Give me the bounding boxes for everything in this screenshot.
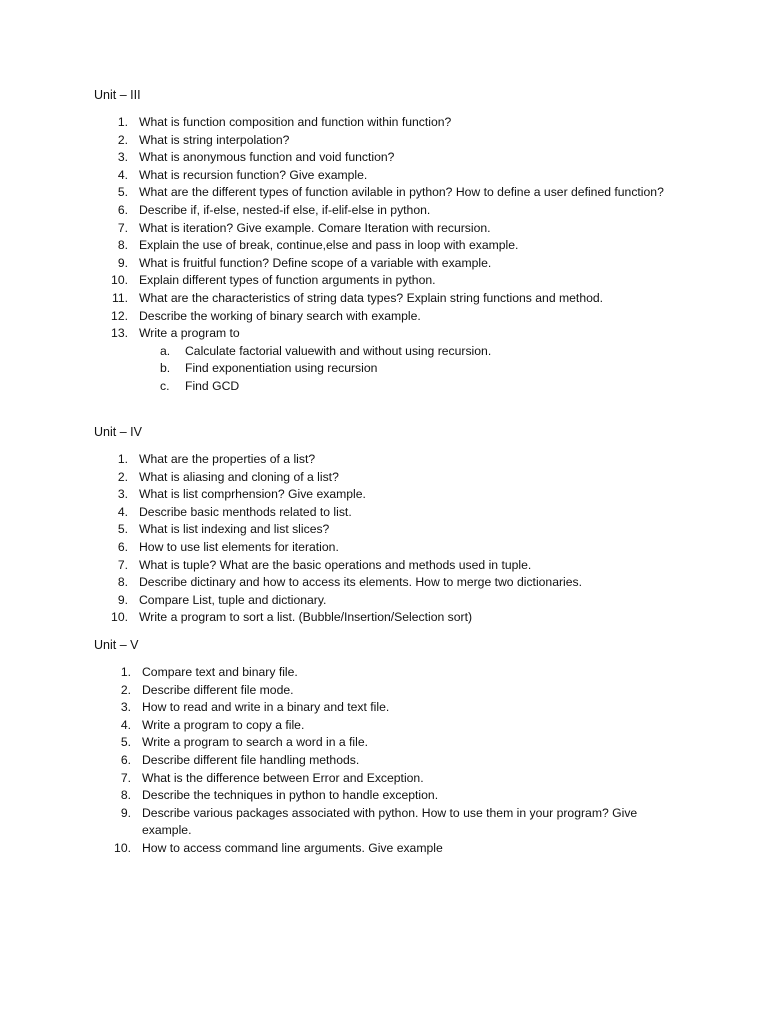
question-text: Describe dictinary and how to access its elements. How to merge two dictionaries. [139, 575, 583, 590]
question-number: 8. [120, 788, 131, 803]
unit-3-title: Unit – III [94, 88, 141, 102]
question-number: 13. [111, 326, 128, 341]
question-number: 12. [111, 308, 128, 323]
question-text: Describe basic menthods related to list. [139, 504, 352, 519]
question-text: What is the difference between Error and Exception. [142, 770, 424, 785]
question-number: 2. [117, 132, 128, 147]
sub-question-item [139, 360, 674, 378]
question-item [94, 805, 674, 840]
sub-question-letter: c. [160, 378, 170, 393]
sub-question-item [139, 378, 674, 396]
question-item [94, 308, 674, 326]
question-number: 6. [117, 539, 128, 554]
question-number: 11. [111, 290, 128, 305]
question-number: 2. [117, 469, 128, 484]
question-text: What is recursion function? Give example. [139, 167, 368, 182]
question-number: 4. [117, 504, 128, 519]
question-item [94, 770, 674, 788]
question-item [94, 504, 674, 522]
question-item [94, 664, 674, 682]
question-item [94, 237, 674, 255]
question-item [94, 699, 674, 717]
question-text: Describe different file handling methods. [142, 752, 360, 767]
question-number: 1. [120, 665, 131, 679]
question-text: What is list indexing and list slices? [139, 522, 330, 537]
question-number: 5. [120, 735, 131, 750]
question-item [94, 486, 674, 504]
question-item [94, 682, 674, 700]
question-text: Explain the use of break, continue,else and pass in loop with example. [139, 238, 519, 253]
question-item [94, 469, 674, 487]
question-text: Compare List, tuple and dictionary. [139, 592, 327, 607]
question-number: 4. [120, 717, 131, 732]
question-text: What is fruitful function? Define scope of a variable with example. [139, 255, 492, 270]
question-item [94, 202, 674, 220]
sub-question-text: Find GCD [185, 378, 240, 393]
question-item [94, 592, 674, 610]
question-text: Explain different types of function arguments in python. [139, 273, 436, 288]
question-text: What is list comprhension? Give example. [139, 487, 366, 502]
question-item [94, 752, 674, 770]
question-number: 2. [120, 682, 131, 697]
question-text: What is aliasing and cloning of a list? [139, 469, 339, 484]
question-item [94, 220, 674, 238]
sub-question-list [139, 343, 674, 396]
question-text: What are the properties of a list? [139, 452, 316, 466]
question-item [94, 840, 674, 858]
question-number: 4. [117, 167, 128, 182]
question-text: How to use list elements for iteration. [139, 539, 339, 554]
question-item [94, 451, 674, 469]
question-number: 6. [120, 752, 131, 767]
unit-5-title: Unit – V [94, 638, 139, 652]
unit-4-question-list [94, 451, 674, 627]
unit-3-question-list [94, 114, 674, 396]
question-text: What is anonymous function and void function? [139, 150, 395, 165]
question-number: 6. [117, 202, 128, 217]
question-number: 8. [117, 575, 128, 590]
question-item [94, 114, 674, 132]
question-number: 7. [120, 770, 131, 785]
question-text: What is string interpolation? [139, 132, 290, 147]
unit-5-question-list [94, 664, 674, 858]
sub-question-letter: a. [160, 343, 171, 358]
question-text: What are the different types of function avilable in python? How to define a user defined function? [139, 185, 664, 200]
question-number: 10. [111, 273, 128, 288]
question-number: 1. [117, 115, 128, 129]
question-number: 7. [117, 557, 128, 572]
question-number: 8. [117, 238, 128, 253]
question-text: What is function composition and function within function? [139, 115, 452, 129]
question-number: 10. [114, 840, 131, 855]
question-item [94, 717, 674, 735]
question-number: 3. [117, 487, 128, 502]
question-text: Describe the techniques in python to handle exception. [142, 788, 439, 803]
question-number: 9. [117, 255, 128, 270]
question-item [94, 184, 674, 202]
question-number: 5. [117, 522, 128, 537]
question-item [94, 149, 674, 167]
sub-question-text: Find exponentiation using recursion [185, 361, 378, 376]
question-text: Describe the working of binary search with example. [139, 308, 421, 323]
question-text: Write a program to sort a list. (Bubble/Insertion/Selection sort) [139, 610, 473, 625]
question-item [94, 734, 674, 752]
question-item [94, 787, 674, 805]
question-text: What is iteration? Give example. Comare Iteration with recursion. [139, 220, 491, 235]
question-item [94, 132, 674, 150]
question-text: What are the characteristics of string data types? Explain string functions and method. [139, 290, 604, 305]
question-item [94, 272, 674, 290]
question-text: Describe various packages associated with python. How to use them in your program? Give example. [142, 805, 638, 838]
question-number: 9. [120, 805, 131, 820]
question-text: Compare text and binary file. [142, 665, 298, 679]
question-text: Describe if, if-else, nested-if else, if-elif-else in python. [139, 202, 431, 217]
question-item [94, 521, 674, 539]
question-number: 3. [120, 700, 131, 715]
sub-question-text: Calculate factorial valuewith and without using recursion. [185, 343, 492, 358]
question-text: How to read and write in a binary and text file. [142, 700, 390, 715]
question-item [94, 290, 674, 308]
question-item [94, 609, 674, 627]
question-number: 3. [117, 150, 128, 165]
question-text: Write a program to search a word in a file. [142, 735, 369, 750]
question-number: 5. [117, 185, 128, 200]
question-item [94, 325, 674, 395]
question-text: Describe different file mode. [142, 682, 294, 697]
question-text: What is tuple? What are the basic operations and methods used in tuple. [139, 557, 532, 572]
question-text: Write a program to [139, 326, 240, 341]
question-item [94, 167, 674, 185]
question-number: 10. [111, 610, 128, 625]
question-number: 1. [117, 452, 128, 466]
question-text: Write a program to copy a file. [142, 717, 305, 732]
question-number: 7. [117, 220, 128, 235]
question-text: How to access command line arguments. Give example [142, 840, 443, 855]
unit-4-title: Unit – IV [94, 425, 142, 439]
question-item [94, 557, 674, 575]
sub-question-item [139, 343, 674, 361]
question-number: 9. [117, 592, 128, 607]
sub-question-letter: b. [160, 361, 171, 376]
question-item [94, 574, 674, 592]
question-item [94, 539, 674, 557]
question-item [94, 255, 674, 273]
